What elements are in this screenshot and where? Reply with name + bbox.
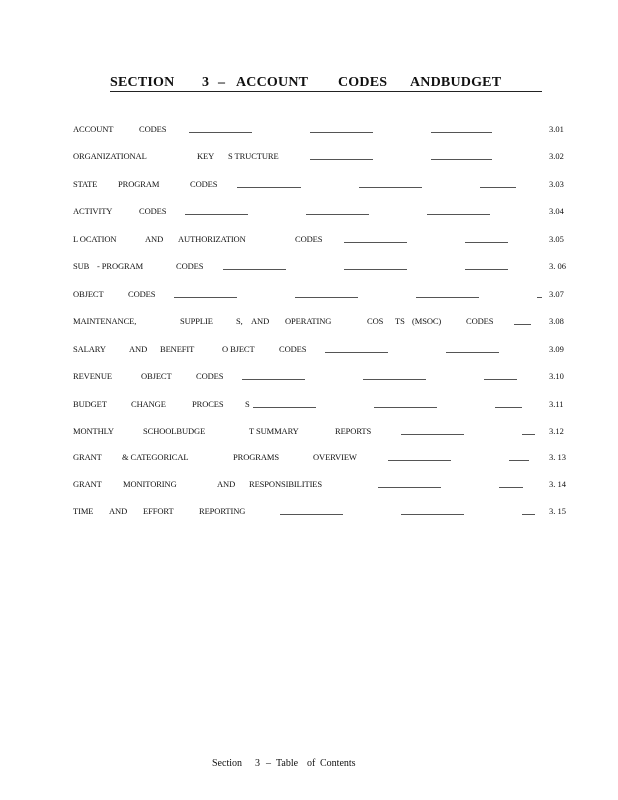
leader-line — [306, 214, 369, 215]
footer-word: 3 — [255, 758, 260, 769]
toc-entry-word: REPORTS — [335, 426, 372, 436]
toc-entry-word: ACCOUNT — [73, 124, 114, 134]
leader-line — [325, 352, 388, 353]
leader-line — [431, 132, 492, 133]
toc-entry-word: STATE — [73, 179, 98, 189]
leader-line — [344, 242, 407, 243]
title-word: – — [218, 75, 226, 90]
toc-entry-word: SCHOOLBUDGE — [143, 426, 206, 436]
leader-line — [223, 269, 286, 270]
toc-entry-word: PROGRAMS — [233, 452, 279, 462]
toc-entry — [0, 452, 618, 466]
toc-page-number: 3. 13 — [549, 452, 566, 462]
leader-line — [522, 514, 535, 515]
toc-entry-word: - PROGRAM — [97, 261, 144, 271]
toc-entry — [0, 234, 618, 248]
toc-entry-word: AND — [251, 316, 270, 326]
toc-entry-word: CODES — [128, 289, 156, 299]
toc-entry — [0, 206, 618, 220]
toc-page-number: 3.11 — [549, 399, 564, 409]
toc-entry-word: AND — [129, 344, 148, 354]
toc-entry-word: EFFORT — [143, 506, 174, 516]
leader-line — [388, 460, 451, 461]
leader-line — [363, 379, 426, 380]
title-word: CODES — [338, 75, 388, 90]
toc-entry-word: OVERVIEW — [313, 452, 357, 462]
toc-page-number: 3.05 — [549, 234, 564, 244]
toc-entry-word: TIME — [73, 506, 94, 516]
toc-page-number: 3.01 — [549, 124, 564, 134]
toc-page-number: 3.12 — [549, 426, 564, 436]
title-word: SECTION — [110, 75, 175, 90]
leader-line — [446, 352, 499, 353]
leader-line — [484, 379, 517, 380]
toc-entry-word: S — [245, 399, 250, 409]
toc-entry-word: SUPPLIE — [180, 316, 213, 326]
toc-entry-word: CODES — [279, 344, 307, 354]
toc-page-number: 3. 15 — [549, 506, 566, 516]
toc-page-number: 3.07 — [549, 289, 564, 299]
leader-line — [499, 487, 523, 488]
toc-entry-word: MONITORING — [123, 479, 177, 489]
toc-entry — [0, 151, 618, 165]
footer-word: Section — [212, 758, 242, 769]
leader-line — [359, 187, 422, 188]
toc-entry-word: CODES — [196, 371, 224, 381]
toc-entry-word: CODES — [176, 261, 204, 271]
toc-entry-word: OBJECT — [141, 371, 172, 381]
toc-entry-word: AND — [145, 234, 164, 244]
leader-line — [174, 297, 237, 298]
toc-entry-word: S, — [236, 316, 243, 326]
toc-entry-word: ACTIVITY — [73, 206, 113, 216]
toc-entry — [0, 344, 618, 358]
leader-line — [378, 487, 441, 488]
leader-line — [401, 514, 464, 515]
toc-entry-word: PROGRAM — [118, 179, 160, 189]
toc-entry-word: REPORTING — [199, 506, 246, 516]
toc-entry — [0, 261, 618, 275]
toc-entry — [0, 506, 618, 520]
leader-line — [310, 132, 373, 133]
toc-entry — [0, 426, 618, 440]
leader-line — [522, 434, 535, 435]
leader-line — [295, 297, 358, 298]
footer-word: Table — [276, 758, 299, 769]
leader-line — [480, 187, 516, 188]
leader-line — [189, 132, 252, 133]
toc-entry-word: COS — [367, 316, 384, 326]
toc-entry-word: KEY — [197, 151, 215, 161]
toc-entry-word: CODES — [466, 316, 494, 326]
toc-entry-word: AND — [109, 506, 128, 516]
toc-page-number: 3.02 — [549, 151, 564, 161]
leader-line — [344, 269, 407, 270]
leader-line — [465, 269, 508, 270]
leader-line — [237, 187, 301, 188]
toc-entry-word: SUB — [73, 261, 90, 271]
toc-entry — [0, 371, 618, 385]
toc-page-number: 3.03 — [549, 179, 564, 189]
toc-entry-word: TS — [395, 316, 405, 326]
toc-page-number: 3.08 — [549, 316, 564, 326]
toc-entry-word: CHANGE — [131, 399, 166, 409]
toc-entry-word: GRANT — [73, 479, 102, 489]
toc-entry-word: CODES — [295, 234, 323, 244]
title-word: ACCOUNT — [236, 75, 309, 90]
leader-line — [514, 324, 531, 325]
toc-entry-word: AUTHORIZATION — [178, 234, 246, 244]
toc-entry-word: AND — [217, 479, 236, 489]
footer-word: Contents — [320, 758, 356, 769]
leader-line — [401, 434, 464, 435]
toc-entry — [0, 124, 618, 138]
toc-entry-word: PROCES — [192, 399, 224, 409]
toc-entry-word: MONTHLY — [73, 426, 114, 436]
toc-entry-word: O BJECT — [222, 344, 255, 354]
toc-entry-word: BENEFIT — [160, 344, 195, 354]
leader-line — [509, 460, 529, 461]
toc-page-number: 3. 14 — [549, 479, 566, 489]
title-word: 3 — [202, 75, 210, 90]
leader-line — [185, 214, 248, 215]
leader-line — [465, 242, 508, 243]
page-footer — [0, 758, 618, 770]
toc-entry-word: L OCATION — [73, 234, 117, 244]
toc-entry — [0, 399, 618, 413]
toc-entry — [0, 179, 618, 193]
toc-entry — [0, 479, 618, 493]
leader-line — [431, 159, 492, 160]
leader-line — [537, 297, 542, 298]
toc-entry-word: REVENUE — [73, 371, 112, 381]
toc-entry-word: BUDGET — [73, 399, 107, 409]
toc-entry — [0, 316, 618, 330]
toc-entry-word: OBJECT — [73, 289, 104, 299]
title-word: ANDBUDGET — [410, 75, 502, 90]
toc-entry — [0, 289, 618, 303]
leader-line — [253, 407, 316, 408]
leader-line — [242, 379, 305, 380]
toc-page-number: 3.10 — [549, 371, 564, 381]
toc-entry-word: SALARY — [73, 344, 106, 354]
toc-entry-word: CODES — [139, 206, 167, 216]
toc-entry-word: & CATEGORICAL — [122, 452, 189, 462]
toc-entry-word: (MSOC) — [412, 316, 442, 326]
toc-page-number: 3.04 — [549, 206, 564, 216]
toc-entry-word: T SUMMARY — [249, 426, 299, 436]
footer-word: – — [266, 758, 271, 769]
toc-entry-word: RESPONSIBILITIES — [249, 479, 323, 489]
leader-line — [495, 407, 522, 408]
toc-entry-word: CODES — [190, 179, 218, 189]
leader-line — [280, 514, 343, 515]
leader-line — [416, 297, 479, 298]
leader-line — [427, 214, 490, 215]
leader-line — [374, 407, 437, 408]
toc-entry-word: GRANT — [73, 452, 102, 462]
toc-page-number: 3. 06 — [549, 261, 566, 271]
toc-entry-word: ORGANIZATIONAL — [73, 151, 147, 161]
toc-page-number: 3.09 — [549, 344, 564, 354]
toc-entry-word: S TRUCTURE — [228, 151, 279, 161]
toc-entry-word: OPERATING — [285, 316, 332, 326]
toc-entry-word: MAINTENANCE, — [73, 316, 137, 326]
leader-line — [310, 159, 373, 160]
footer-word: of — [307, 758, 316, 769]
toc-entry-word: CODES — [139, 124, 167, 134]
